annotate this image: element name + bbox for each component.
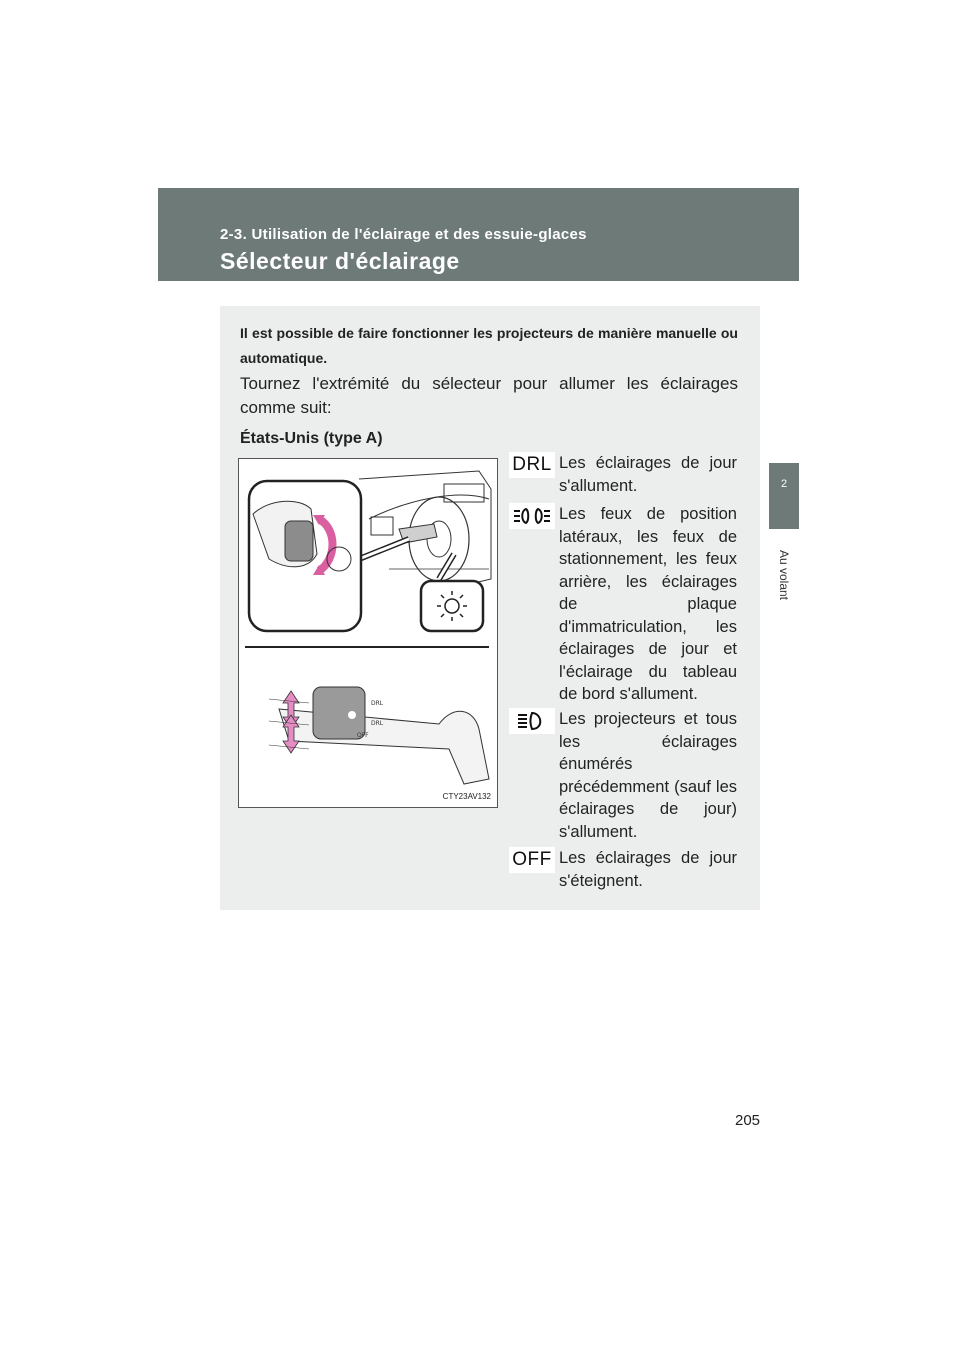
off-icon: OFF [509,847,555,873]
svg-text:DRL: DRL [371,700,384,707]
chapter-tab [769,463,799,529]
chapter-number: 2 [780,478,788,490]
position-description: Les feux de position latéraux, les feux de stationnement, les feux arrière, les éclairages de plaque d'immatriculation, les éclairages de jour et l'éclairage du tableau de bord s'allument. [559,505,737,703]
content-box [220,306,760,910]
headlights-icon [509,708,555,734]
light-switch-drawing [239,459,497,807]
light-switch-illustration [238,458,498,808]
page-number: 205 [735,1112,761,1129]
region-heading: États-Unis (type A) [240,430,383,447]
chapter-header [158,188,799,281]
svg-text:OFF: OFF [357,732,369,739]
intro-text: Il est possible de faire fonctionner les projecteurs de manière manuelle ou automatique. [240,325,738,366]
figure-code: CTY23AV132 [442,792,491,801]
position-description: Les projecteurs et tous les éclairages énumérés précédemment (sauf les éclairages de jour) s'allument. [559,710,737,841]
position-description: Les éclairages de jour s'éteignent. [559,849,737,890]
drl-icon: DRL [509,452,555,478]
side-marker-lights-icon [509,503,555,529]
instruction-text: Tournez l'extrémité du sélecteur pour allumer les éclairages comme suit: [240,374,738,417]
chapter-label: Au volant [777,549,791,601]
section-title: 2-3. Utilisation de l'éclairage et des essuie-glaces [220,226,587,243]
position-description: Les éclairages de jour s'allument. [559,454,737,495]
svg-text:DRL: DRL [371,720,384,727]
page-title: Sélecteur d'éclairage [220,248,460,274]
